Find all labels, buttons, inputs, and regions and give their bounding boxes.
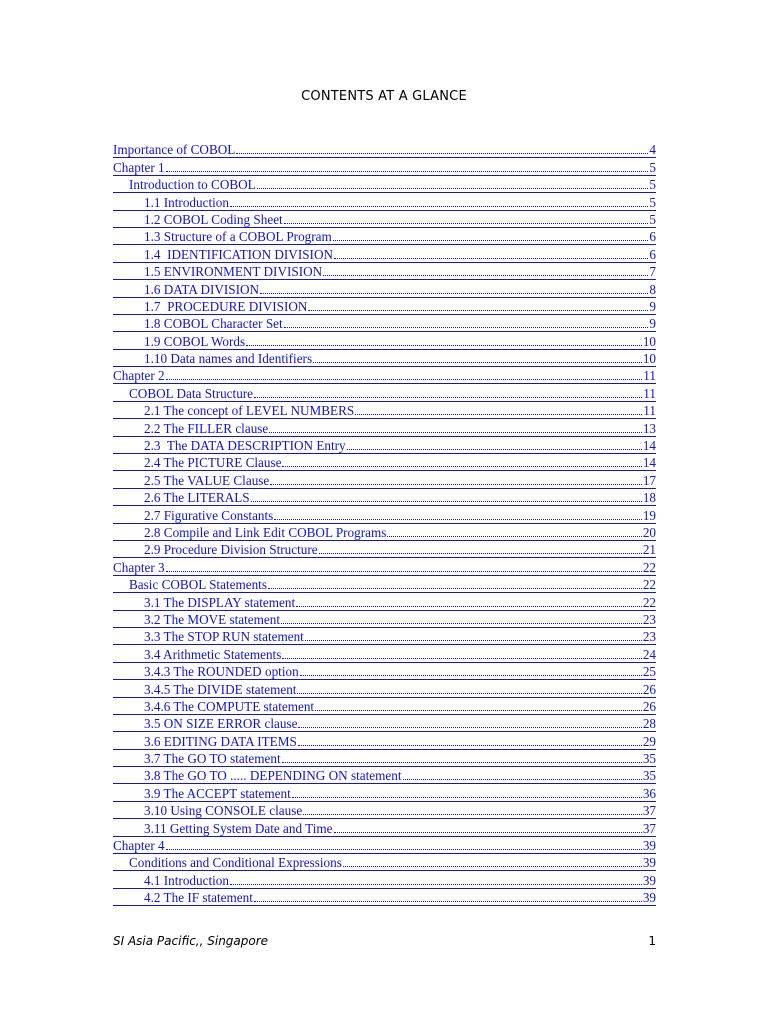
toc-entry-label: 3.10 Using CONSOLE clause [144, 803, 303, 819]
toc-entry-page: 39 [642, 890, 656, 906]
toc-entry[interactable] [113, 471, 656, 488]
toc-entry-page: 13 [642, 420, 656, 436]
toc-entry[interactable] [113, 228, 656, 245]
toc-entry-page: 37 [642, 803, 656, 819]
toc-entry-label: 3.5 ON SIZE ERROR clause [144, 716, 298, 732]
toc-dot-leader [230, 883, 642, 885]
toc-dot-leader [303, 813, 642, 815]
toc-entry[interactable] [113, 437, 656, 454]
toc-entry-page: 6 [649, 229, 656, 245]
toc-dot-leader [313, 361, 642, 363]
toc-entry-page: 24 [642, 646, 656, 662]
toc-entry-label: 2.3 The DATA DESCRIPTION Entry [144, 438, 346, 454]
toc-dot-leader [230, 205, 648, 207]
toc-dot-leader [284, 326, 649, 328]
toc-entry-label: 3.6 EDITING DATA ITEMS [144, 733, 297, 749]
toc-entry-page: 23 [642, 611, 656, 627]
toc-entry[interactable] [113, 524, 656, 541]
toc-entry-label: Introduction to COBOL [129, 177, 256, 193]
toc-dot-leader [166, 378, 643, 380]
toc-entry-page: 22 [642, 577, 656, 593]
toc-entry[interactable] [113, 889, 656, 906]
toc-entry-label: 2.2 The FILLER clause [144, 420, 269, 436]
toc-entry[interactable] [113, 454, 656, 471]
toc-entry-page: 36 [642, 785, 656, 801]
toc-entry-label: Basic COBOL Statements [129, 577, 267, 593]
toc-entry-label: Chapter 2 [113, 368, 165, 384]
toc-entry-page: 5 [649, 159, 656, 175]
toc-dot-leader [298, 744, 642, 746]
toc-entry-page: 4 [649, 142, 656, 158]
toc-entry-label: 2.9 Procedure Division Structure [144, 542, 318, 558]
toc-entry-page: 37 [642, 820, 656, 836]
toc-entry-label: Importance of COBOL [113, 142, 236, 158]
toc-entry-label: Chapter 1 [113, 159, 165, 175]
toc-dot-leader [282, 465, 641, 467]
toc-entry-page: 9 [649, 298, 656, 314]
toc-entry-label: 2.4 The PICTURE Clause [144, 455, 282, 471]
toc-entry-label: 1.2 COBOL Coding Sheet [144, 211, 283, 227]
toc-dot-leader [308, 309, 648, 311]
toc-entry[interactable] [113, 419, 656, 436]
page-title: CONTENTS AT A GLANCE [301, 89, 467, 104]
toc-entry-label: Chapter 4 [113, 838, 165, 854]
toc-entry[interactable] [113, 854, 656, 871]
toc-entry-label: 1.9 COBOL Words [144, 333, 246, 349]
toc-entry[interactable] [113, 784, 656, 801]
toc-dot-leader [257, 187, 649, 189]
toc-entry-page: 10 [642, 351, 656, 367]
toc-entry-label: 3.1 The DISPLAY statement [144, 594, 296, 610]
page-footer [113, 934, 656, 948]
toc-entry[interactable] [113, 193, 656, 210]
toc-dot-leader [166, 170, 649, 172]
toc-dot-leader [166, 570, 642, 572]
toc-dot-leader [269, 431, 642, 433]
toc-entry-label: 1.8 COBOL Character Set [144, 316, 283, 332]
toc-dot-leader [246, 344, 642, 346]
toc-entry-label: 3.4.3 The ROUNDED option [144, 664, 299, 680]
toc-entry-label: 3.9 The ACCEPT statement [144, 785, 291, 801]
toc-entry-page: 11 [643, 403, 656, 419]
toc-entry-label: 3.2 The MOVE statement [144, 611, 281, 627]
toc-entry-page: 8 [649, 281, 656, 297]
toc-dot-leader [387, 535, 641, 537]
toc-entry-page: 10 [642, 333, 656, 349]
toc-entry-label: 3.8 The GO TO ..... DEPENDING ON statement [144, 768, 402, 784]
toc-entry[interactable] [113, 732, 656, 749]
toc-entry[interactable] [113, 280, 656, 297]
toc-dot-leader [254, 396, 642, 398]
toc-entry[interactable] [113, 645, 656, 662]
toc-entry-label: 4.1 Introduction [144, 872, 229, 888]
toc-entry[interactable] [113, 611, 656, 628]
toc-dot-leader [268, 587, 642, 589]
toc-dot-leader [403, 778, 642, 780]
toc-entry-label: 1.10 Data names and Identifiers [144, 351, 313, 367]
toc-entry-label: 4.2 The IF statement [144, 890, 253, 906]
toc-entry-label: Conditions and Conditional Expressions [129, 855, 342, 871]
table-of-contents [113, 141, 656, 906]
toc-entry-page: 29 [642, 733, 656, 749]
toc-dot-leader [296, 605, 642, 607]
toc-entry-label: COBOL Data Structure [129, 385, 254, 401]
toc-dot-leader [284, 222, 649, 224]
toc-entry-page: 26 [642, 681, 656, 697]
toc-dot-leader [300, 674, 642, 676]
toc-entry[interactable] [113, 680, 656, 697]
toc-entry-page: 18 [642, 490, 656, 506]
toc-entry-page: 22 [642, 559, 656, 575]
toc-entry[interactable] [113, 384, 656, 401]
toc-entry[interactable] [113, 176, 656, 193]
toc-dot-leader [274, 518, 642, 520]
toc-entry[interactable] [113, 698, 656, 715]
toc-dot-leader [355, 413, 642, 415]
footer-publisher: SI Asia Pacific,, Singapore [113, 934, 269, 948]
toc-entry-page: 5 [649, 177, 656, 193]
toc-entry-label: 2.5 The VALUE Clause [144, 472, 270, 488]
toc-entry-label: 1.1 Introduction [144, 194, 229, 210]
toc-dot-leader [282, 761, 642, 763]
toc-entry[interactable] [113, 506, 656, 523]
toc-entry-page: 25 [642, 664, 656, 680]
toc-entry-label: 1.3 Structure of a COBOL Program [144, 229, 332, 245]
toc-dot-leader [347, 448, 642, 450]
toc-entry[interactable] [113, 315, 656, 332]
toc-dot-leader [334, 831, 642, 833]
toc-entry[interactable] [113, 211, 656, 228]
toc-entry[interactable] [113, 332, 656, 349]
toc-entry[interactable] [113, 489, 656, 506]
toc-entry[interactable] [113, 628, 656, 645]
toc-entry-page: 22 [642, 594, 656, 610]
toc-entry[interactable] [113, 715, 656, 732]
toc-entry-label: 1.7 PROCEDURE DIVISION [144, 298, 308, 314]
toc-dot-leader [297, 692, 641, 694]
toc-entry[interactable] [113, 663, 656, 680]
toc-entry[interactable] [113, 402, 656, 419]
toc-entry-label: 2.8 Compile and Link Edit COBOL Programs [144, 524, 387, 540]
toc-entry[interactable] [113, 158, 656, 175]
toc-entry-label: 2.6 The LITERALS [144, 490, 250, 506]
toc-entry[interactable] [113, 576, 656, 593]
toc-entry[interactable] [113, 802, 656, 819]
toc-dot-leader [281, 622, 642, 624]
toc-dot-leader [319, 552, 642, 554]
toc-entry[interactable] [113, 263, 656, 280]
toc-dot-leader [333, 239, 649, 241]
toc-entry-page: 23 [642, 629, 656, 645]
toc-entry-label: 3.4.5 The DIVIDE statement [144, 681, 297, 697]
toc-dot-leader [251, 500, 642, 502]
toc-entry-label: Chapter 3 [113, 559, 165, 575]
toc-entry-page: 28 [642, 716, 656, 732]
toc-entry-page: 5 [649, 194, 656, 210]
toc-entry-label: 3.7 The GO TO statement [144, 751, 281, 767]
toc-entry[interactable] [113, 767, 656, 784]
toc-entry-page: 6 [649, 246, 656, 262]
toc-entry[interactable] [113, 298, 656, 315]
toc-entry-page: 39 [642, 872, 656, 888]
toc-dot-leader [334, 257, 648, 259]
toc-dot-leader [236, 152, 648, 154]
toc-dot-leader [292, 796, 642, 798]
toc-entry-page: 9 [649, 316, 656, 332]
toc-entry-page: 14 [642, 438, 656, 454]
toc-dot-leader [305, 639, 642, 641]
toc-entry-label: 3.3 The STOP RUN statement [144, 629, 304, 645]
toc-entry-page: 11 [643, 368, 656, 384]
toc-entry-page: 11 [643, 385, 656, 401]
toc-entry-page: 19 [642, 507, 656, 523]
toc-entry[interactable] [113, 750, 656, 767]
toc-entry[interactable] [113, 367, 656, 384]
toc-entry[interactable] [113, 245, 656, 262]
toc-entry[interactable] [113, 541, 656, 558]
toc-entry-page: 17 [642, 472, 656, 488]
toc-entry-label: 2.7 Figurative Constants [144, 507, 274, 523]
toc-entry[interactable] [113, 837, 656, 854]
toc-dot-leader [254, 900, 642, 902]
toc-dot-leader [323, 274, 648, 276]
toc-entry[interactable] [113, 819, 656, 836]
toc-dot-leader [315, 709, 642, 711]
toc-entry-label: 1.5 ENVIRONMENT DIVISION [144, 264, 323, 280]
toc-dot-leader [282, 657, 641, 659]
toc-entry-page: 39 [642, 838, 656, 854]
toc-entry-page: 21 [642, 542, 656, 558]
toc-entry-page: 35 [642, 751, 656, 767]
toc-dot-leader [260, 292, 648, 294]
toc-entry[interactable] [113, 141, 656, 158]
toc-entry-page: 26 [642, 698, 656, 714]
toc-entry-page: 20 [642, 524, 656, 540]
toc-dot-leader [166, 848, 642, 850]
footer-page-number: 1 [648, 934, 656, 948]
toc-entry[interactable] [113, 871, 656, 888]
toc-entry-label: 3.4 Arithmetic Statements [144, 646, 282, 662]
toc-dot-leader [343, 865, 642, 867]
toc-entry-label: 3.11 Getting System Date and Time [144, 820, 333, 836]
toc-entry[interactable] [113, 350, 656, 367]
toc-entry-page: 7 [649, 264, 656, 280]
toc-entry-label: 1.4 IDENTIFICATION DIVISION [144, 246, 333, 262]
toc-entry-label: 2.1 The concept of LEVEL NUMBERS [144, 403, 355, 419]
toc-dot-leader [298, 726, 641, 728]
toc-entry[interactable] [113, 593, 656, 610]
toc-entry[interactable] [113, 558, 656, 575]
toc-dot-leader [270, 483, 642, 485]
toc-entry-page: 35 [642, 768, 656, 784]
toc-entry-page: 14 [642, 455, 656, 471]
toc-entry-label: 1.6 DATA DIVISION [144, 281, 260, 297]
toc-entry-label: 3.4.6 The COMPUTE statement [144, 698, 315, 714]
toc-entry-page: 5 [649, 211, 656, 227]
toc-entry-page: 39 [642, 855, 656, 871]
